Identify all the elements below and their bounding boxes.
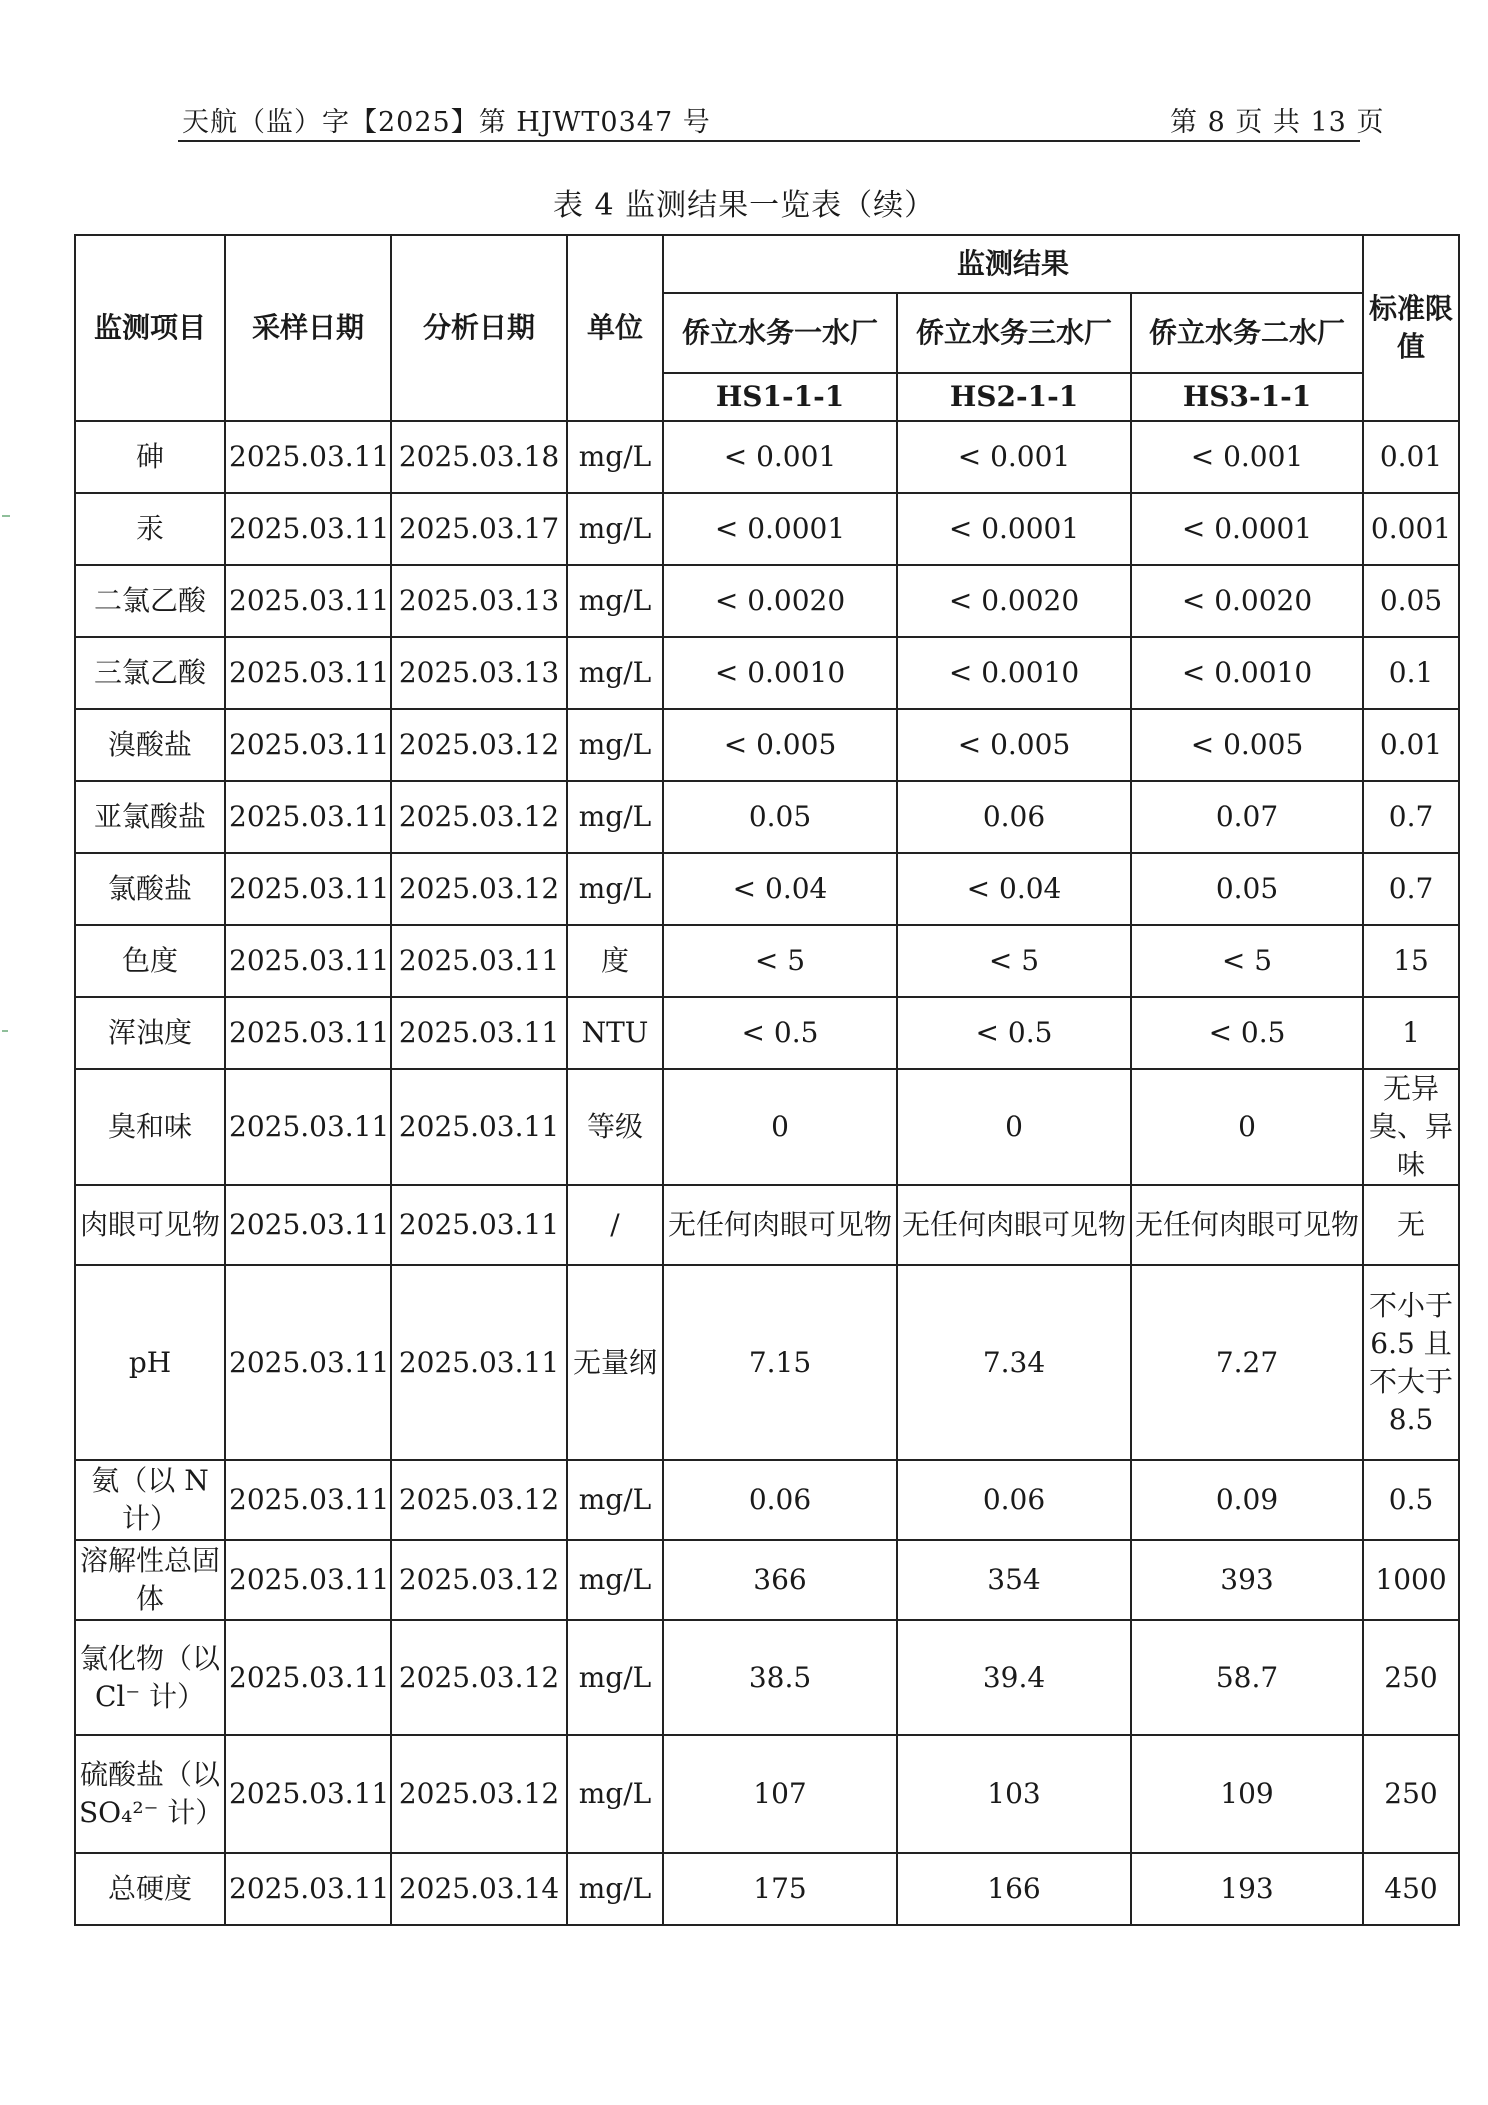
cell-site-1: 无任何肉眼可见物 [663,1185,897,1265]
cell-site-1: < 5 [663,925,897,997]
cell-site-2: < 0.0001 [897,493,1131,565]
cell-site-1: 0.05 [663,781,897,853]
cell-item: 色度 [75,925,225,997]
cell-site-3: < 0.005 [1131,709,1363,781]
cell-sample-date: 2025.03.11 [225,1620,391,1735]
cell-limit: 1000 [1363,1540,1459,1620]
header-code-1: HS1-1-1 [663,373,897,421]
cell-analysis-date: 2025.03.11 [391,997,567,1069]
cell-item: 二氯乙酸 [75,565,225,637]
cell-limit: 1 [1363,997,1459,1069]
cell-unit: mg/L [567,493,663,565]
cell-limit: 0.05 [1363,565,1459,637]
table-row [75,1265,1459,1460]
cell-unit: NTU [567,997,663,1069]
cell-site-1: < 0.5 [663,997,897,1069]
cell-site-1: < 0.001 [663,421,897,493]
cell-site-1: 175 [663,1853,897,1925]
cell-site-3: 0 [1131,1069,1363,1185]
cell-analysis-date: 2025.03.12 [391,781,567,853]
cell-unit: mg/L [567,709,663,781]
cell-sample-date: 2025.03.11 [225,1185,391,1265]
cell-limit: 0.7 [1363,781,1459,853]
cell-sample-date: 2025.03.11 [225,565,391,637]
cell-site-1: < 0.0020 [663,565,897,637]
cell-site-3: < 5 [1131,925,1363,997]
cell-item: 溶解性总固体 [75,1540,225,1620]
header-limit: 标准限值 [1363,235,1459,421]
cell-site-3: 109 [1131,1735,1363,1853]
table-row [75,637,1459,709]
cell-site-2: < 0.0010 [897,637,1131,709]
cell-limit: 0.01 [1363,421,1459,493]
cell-item: 亚氯酸盐 [75,781,225,853]
cell-limit: 无 [1363,1185,1459,1265]
cell-site-1: < 0.0001 [663,493,897,565]
header-code-3: HS3-1-1 [1131,373,1363,421]
cell-site-3: < 0.0020 [1131,565,1363,637]
cell-site-1: 366 [663,1540,897,1620]
cell-analysis-date: 2025.03.11 [391,1069,567,1185]
cell-site-1: 0 [663,1069,897,1185]
cell-site-1: 38.5 [663,1620,897,1735]
cell-sample-date: 2025.03.11 [225,997,391,1069]
cell-sample-date: 2025.03.11 [225,1735,391,1853]
cell-limit: 250 [1363,1620,1459,1735]
cell-unit: mg/L [567,565,663,637]
cell-limit: 不小于 6.5 且不大于 8.5 [1363,1265,1459,1460]
cell-sample-date: 2025.03.11 [225,709,391,781]
table-row [75,1069,1459,1185]
cell-analysis-date: 2025.03.12 [391,1735,567,1853]
cell-limit: 0.5 [1363,1460,1459,1540]
cell-site-2: 0.06 [897,1460,1131,1540]
cell-site-3: < 0.0001 [1131,493,1363,565]
cell-site-3: 0.05 [1131,853,1363,925]
cell-site-3: < 0.0010 [1131,637,1363,709]
cell-site-2: 354 [897,1540,1131,1620]
cell-analysis-date: 2025.03.11 [391,1185,567,1265]
cell-site-2: < 5 [897,925,1131,997]
cell-sample-date: 2025.03.11 [225,781,391,853]
cell-item: 肉眼可见物 [75,1185,225,1265]
cell-item: 总硬度 [75,1853,225,1925]
cell-limit: 0.01 [1363,709,1459,781]
cell-site-3: 0.07 [1131,781,1363,853]
cell-unit: mg/L [567,1735,663,1853]
cell-limit: 0.7 [1363,853,1459,925]
header-sample-date: 采样日期 [225,235,391,421]
table-row [75,493,1459,565]
cell-item: 氨（以 N 计） [75,1460,225,1540]
cell-site-1: < 0.04 [663,853,897,925]
cell-unit: mg/L [567,421,663,493]
header-analysis-date: 分析日期 [391,235,567,421]
cell-site-1: < 0.0010 [663,637,897,709]
cell-site-2: < 0.0020 [897,565,1131,637]
cell-unit: 等级 [567,1069,663,1185]
cell-unit: mg/L [567,853,663,925]
cell-analysis-date: 2025.03.17 [391,493,567,565]
cell-analysis-date: 2025.03.12 [391,1540,567,1620]
cell-site-2: < 0.005 [897,709,1131,781]
header-site-1: 侨立水务一水厂 [663,293,897,373]
cell-unit: mg/L [567,637,663,709]
cell-sample-date: 2025.03.11 [225,493,391,565]
cell-site-3: 393 [1131,1540,1363,1620]
cell-unit: mg/L [567,1620,663,1735]
cell-sample-date: 2025.03.11 [225,853,391,925]
header-code-2: HS2-1-1 [897,373,1131,421]
cell-item: 硫酸盐（以 SO₄²⁻ 计） [75,1735,225,1853]
scan-mark [2,1030,8,1032]
cell-item: 汞 [75,493,225,565]
cell-sample-date: 2025.03.11 [225,1853,391,1925]
cell-sample-date: 2025.03.11 [225,421,391,493]
table-row [75,1185,1459,1265]
cell-item: 氯化物（以 Cl⁻ 计） [75,1620,225,1735]
cell-item: 氯酸盐 [75,853,225,925]
cell-item: 臭和味 [75,1069,225,1185]
cell-unit: mg/L [567,781,663,853]
cell-analysis-date: 2025.03.12 [391,853,567,925]
header-results: 监测结果 [663,235,1363,293]
table-row [75,1540,1459,1620]
cell-site-1: 7.15 [663,1265,897,1460]
cell-site-1: 107 [663,1735,897,1853]
cell-sample-date: 2025.03.11 [225,1460,391,1540]
cell-site-2: 0 [897,1069,1131,1185]
table-row [75,1460,1459,1540]
cell-site-2: 无任何肉眼可见物 [897,1185,1131,1265]
cell-analysis-date: 2025.03.13 [391,565,567,637]
cell-sample-date: 2025.03.11 [225,925,391,997]
header-site-3: 侨立水务二水厂 [1131,293,1363,373]
table-caption: 表 4 监测结果一览表（续） [552,188,936,223]
table-row [75,997,1459,1069]
cell-site-2: < 0.001 [897,421,1131,493]
cell-item: 溴酸盐 [75,709,225,781]
cell-site-3: 7.27 [1131,1265,1363,1460]
cell-sample-date: 2025.03.11 [225,1540,391,1620]
cell-sample-date: 2025.03.11 [225,1069,391,1185]
report-number: 天航（监）字【2025】第 HJWT0347 号 [182,107,711,138]
cell-unit: mg/L [567,1460,663,1540]
cell-analysis-date: 2025.03.18 [391,421,567,493]
cell-site-2: 7.34 [897,1265,1131,1460]
cell-site-2: 0.06 [897,781,1131,853]
cell-unit: / [567,1185,663,1265]
monitoring-results-table [74,234,1460,1926]
header-rule [178,140,1360,142]
cell-analysis-date: 2025.03.12 [391,709,567,781]
cell-limit: 450 [1363,1853,1459,1925]
cell-item: 砷 [75,421,225,493]
cell-site-1: 0.06 [663,1460,897,1540]
cell-analysis-date: 2025.03.13 [391,637,567,709]
cell-site-3: 无任何肉眼可见物 [1131,1185,1363,1265]
cell-limit: 0.1 [1363,637,1459,709]
cell-site-2: 166 [897,1853,1131,1925]
cell-site-2: 103 [897,1735,1131,1853]
table-row [75,421,1459,493]
page-number: 第 8 页 共 13 页 [1170,107,1385,138]
cell-unit: 度 [567,925,663,997]
header-unit: 单位 [567,235,663,421]
cell-site-2: < 0.04 [897,853,1131,925]
cell-limit: 无异臭、异味 [1363,1069,1459,1185]
cell-site-3: < 0.5 [1131,997,1363,1069]
cell-analysis-date: 2025.03.12 [391,1460,567,1540]
cell-item: pH [75,1265,225,1460]
header-item: 监测项目 [75,235,225,421]
cell-limit: 0.001 [1363,493,1459,565]
cell-site-3: 0.09 [1131,1460,1363,1540]
cell-limit: 250 [1363,1735,1459,1853]
header-site-2: 侨立水务三水厂 [897,293,1131,373]
table-row [75,781,1459,853]
table-row [75,925,1459,997]
table-row [75,1853,1459,1925]
cell-item: 浑浊度 [75,997,225,1069]
cell-analysis-date: 2025.03.12 [391,1620,567,1735]
cell-analysis-date: 2025.03.11 [391,1265,567,1460]
cell-site-3: < 0.001 [1131,421,1363,493]
cell-site-2: < 0.5 [897,997,1131,1069]
cell-sample-date: 2025.03.11 [225,1265,391,1460]
cell-unit: mg/L [567,1540,663,1620]
table-row [75,853,1459,925]
scan-mark [2,515,10,517]
table-row [75,565,1459,637]
cell-unit: mg/L [567,1853,663,1925]
cell-site-2: 39.4 [897,1620,1131,1735]
cell-analysis-date: 2025.03.11 [391,925,567,997]
cell-unit: 无量纲 [567,1265,663,1460]
cell-site-3: 58.7 [1131,1620,1363,1735]
cell-limit: 15 [1363,925,1459,997]
table-row [75,1735,1459,1853]
cell-analysis-date: 2025.03.14 [391,1853,567,1925]
cell-sample-date: 2025.03.11 [225,637,391,709]
table-row [75,709,1459,781]
cell-site-3: 193 [1131,1853,1363,1925]
table-row [75,1620,1459,1735]
cell-site-1: < 0.005 [663,709,897,781]
cell-item: 三氯乙酸 [75,637,225,709]
